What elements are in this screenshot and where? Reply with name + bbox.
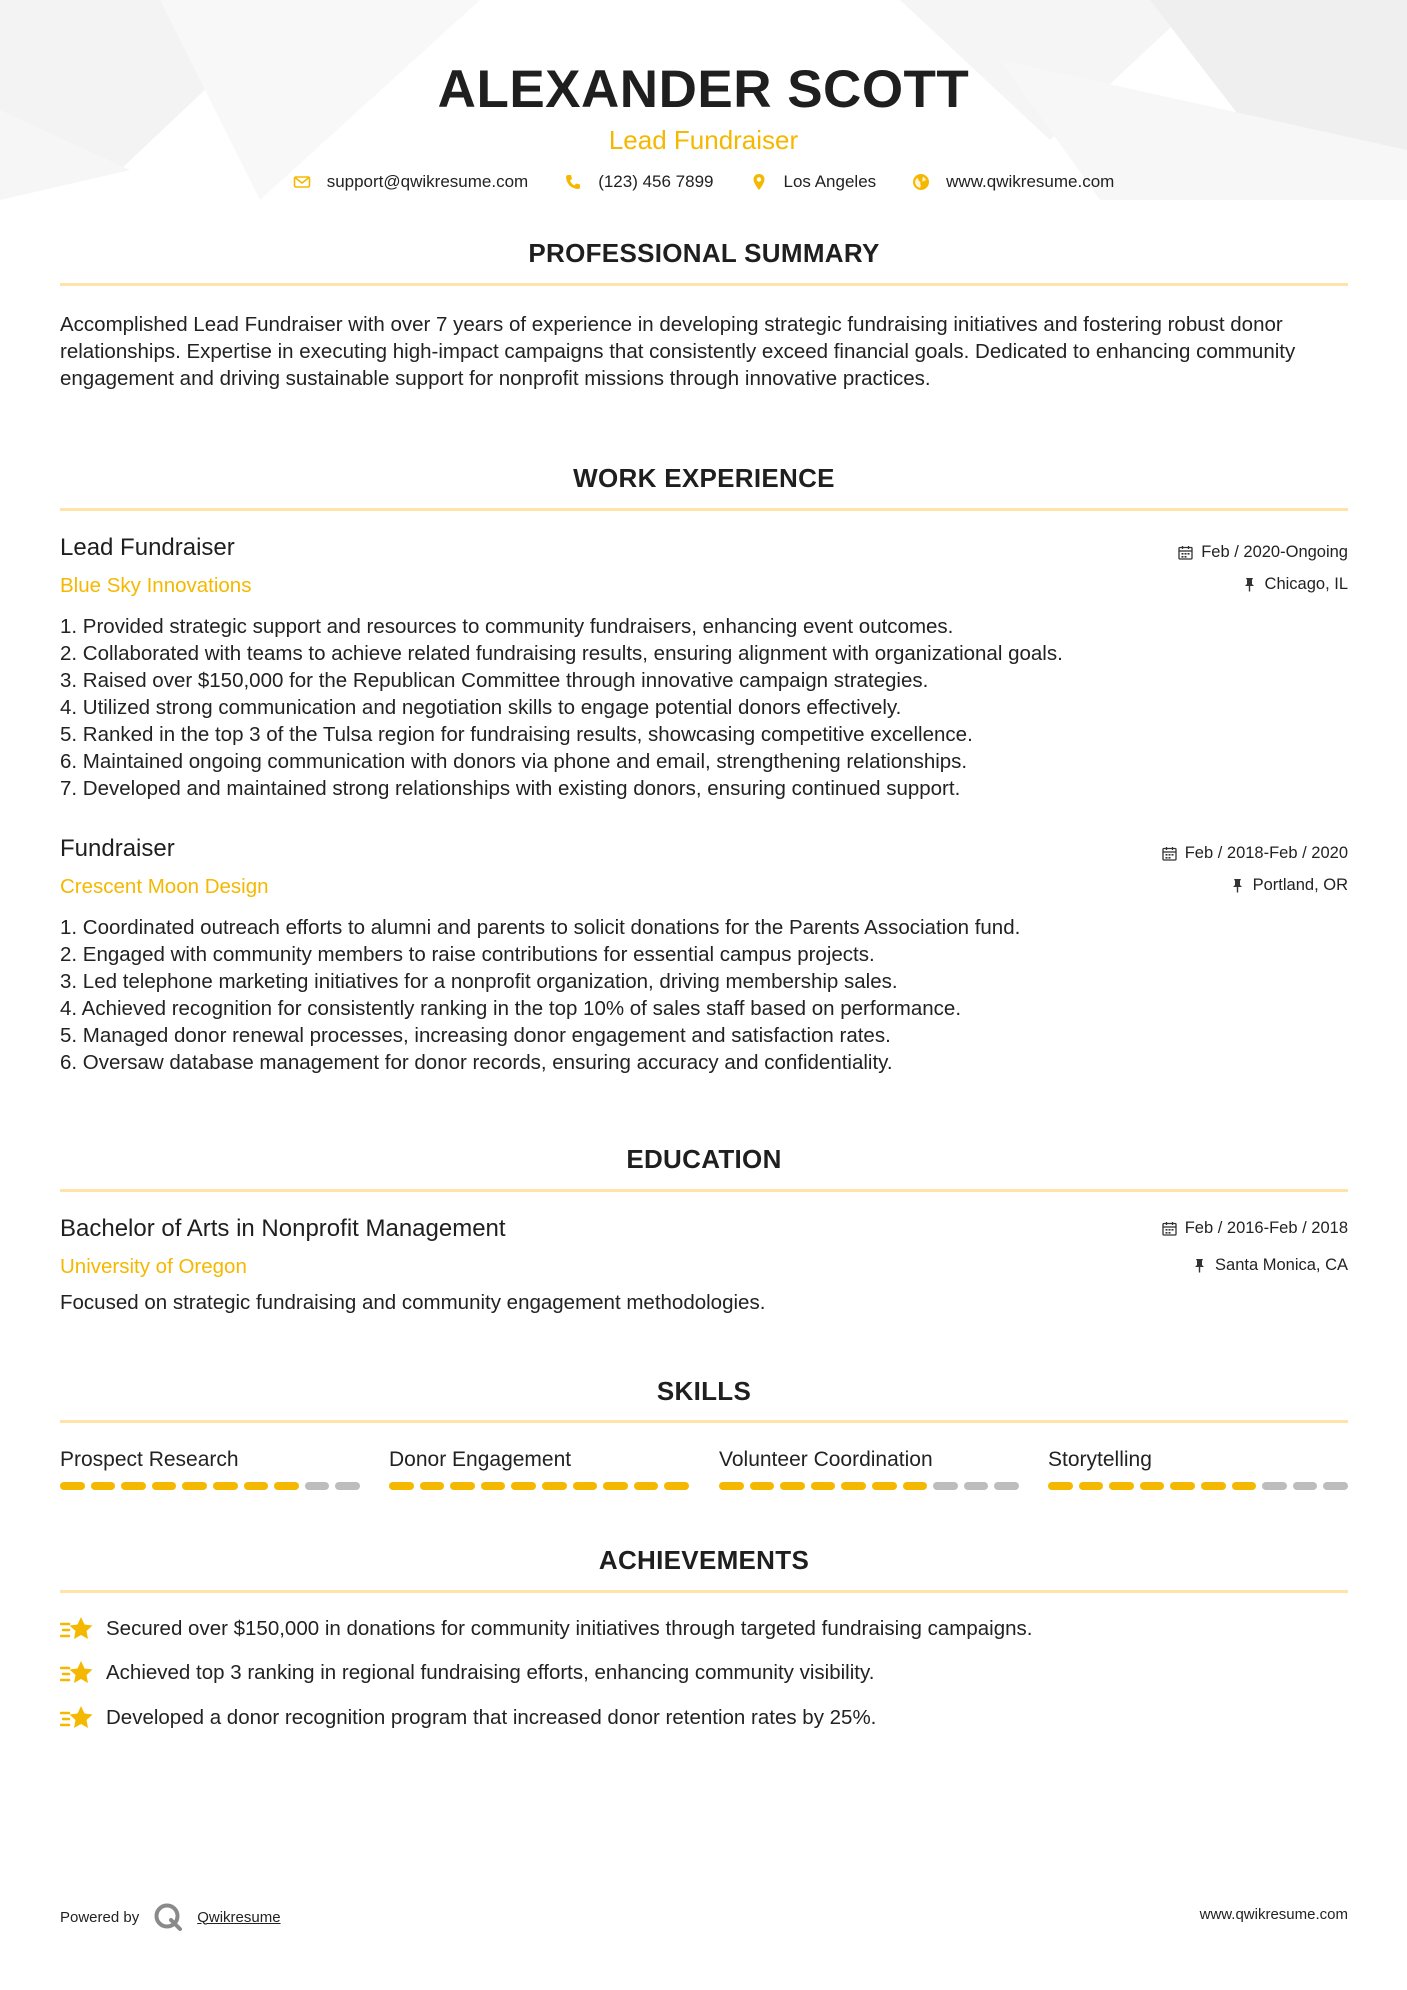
contact-email[interactable] xyxy=(293,172,529,192)
job-location-text: Portland, OR xyxy=(1252,876,1348,894)
skill-level-segment-filled xyxy=(152,1482,177,1490)
contact-email-text: support@qwikresume.com xyxy=(326,172,529,191)
contact-bar xyxy=(0,172,1407,192)
skill-name: Donor Engagement xyxy=(389,1448,572,1471)
achievement-text: Secured over $150,000 in donations for community initiatives through targeted fundraising campaigns. xyxy=(106,1617,1033,1640)
job-dates-text: Feb / 2020-Ongoing xyxy=(1201,543,1348,561)
candidate-role: Lead Fundraiser xyxy=(608,125,799,155)
job-company: Crescent Moon Design xyxy=(60,875,269,898)
skill-level-bar xyxy=(719,1482,1019,1490)
contact-phone-text: (123) 456 7899 xyxy=(598,172,714,191)
skill-level-segment-filled xyxy=(750,1482,775,1490)
education-dates-text: Feb / 2016-Feb / 2018 xyxy=(1184,1219,1348,1237)
achievements-divider xyxy=(60,1590,1348,1593)
skill-level-segment-filled xyxy=(389,1482,414,1490)
summary-heading: PROFESSIONAL SUMMARY xyxy=(528,238,880,268)
list-item: 2. Engaged with community members to raise contributions for essential campus projects. xyxy=(60,943,875,966)
skill-level-segment-filled xyxy=(274,1482,299,1490)
skill-item xyxy=(1048,1446,1348,1490)
skill-item xyxy=(389,1446,689,1490)
calendar-icon xyxy=(1162,846,1177,861)
skill-level-segment-filled xyxy=(664,1482,689,1490)
shooting-star-icon xyxy=(60,1703,94,1733)
job-dates-text: Feb / 2018-Feb / 2020 xyxy=(1184,844,1348,862)
skill-level-segment-empty xyxy=(1262,1482,1287,1490)
education-degree: Bachelor of Arts in Nonprofit Management xyxy=(60,1215,506,1242)
education-location-text: Santa Monica, CA xyxy=(1215,1256,1348,1274)
skills-divider xyxy=(60,1420,1348,1423)
list-item: 7. Developed and maintained strong relationships with existing donors, ensuring continued support. xyxy=(60,777,961,800)
map-pin-icon xyxy=(750,173,768,191)
skill-level-segment-filled xyxy=(841,1482,866,1490)
list-item: 5. Ranked in the top 3 of the Tulsa region for fundraising results, showcasing competitive excellence. xyxy=(60,723,973,746)
skill-level-segment-filled xyxy=(573,1482,598,1490)
skill-level-segment-filled xyxy=(244,1482,269,1490)
skill-level-segment-filled xyxy=(1109,1482,1134,1490)
skill-level-segment-filled xyxy=(872,1482,897,1490)
skill-level-segment-filled xyxy=(60,1482,85,1490)
skill-level-segment-filled xyxy=(1201,1482,1226,1490)
skill-level-segment-empty xyxy=(964,1482,989,1490)
list-item: 6. Maintained ongoing communication with donors via phone and email, strengthening relationships. xyxy=(60,750,968,773)
brand-link[interactable]: Qwikresume xyxy=(197,1908,281,1926)
phone-icon xyxy=(564,173,582,191)
calendar-icon xyxy=(1178,545,1193,560)
contact-phone[interactable] xyxy=(564,172,713,192)
list-item: 5. Managed donor renewal processes, increasing donor engagement and satisfaction rates. xyxy=(60,1024,891,1047)
skill-level-segment-filled xyxy=(1048,1482,1073,1490)
skill-level-segment-empty xyxy=(994,1482,1019,1490)
resume-header xyxy=(0,56,1407,158)
skill-level-segment-filled xyxy=(811,1482,836,1490)
skill-level-segment-filled xyxy=(511,1482,536,1490)
experience-heading: WORK EXPERIENCE xyxy=(573,463,835,493)
skill-level-segment-empty xyxy=(305,1482,330,1490)
skill-level-segment-filled xyxy=(1140,1482,1165,1490)
job-title: Fundraiser xyxy=(60,835,175,862)
pushpin-icon xyxy=(1242,577,1257,592)
job-location xyxy=(1230,876,1348,895)
job-location xyxy=(1242,575,1348,594)
list-item: 1. Provided strategic support and resources to community fundraisers, enhancing event outcomes. xyxy=(60,615,954,638)
job-title: Lead Fundraiser xyxy=(60,534,235,561)
list-item: 3. Raised over $150,000 for the Republican Committee through innovative campaign strategies. xyxy=(60,669,929,692)
skill-level-segment-filled xyxy=(780,1482,805,1490)
skill-level-bar xyxy=(1048,1482,1348,1490)
shooting-star-icon xyxy=(60,1658,94,1688)
footer-branding xyxy=(60,1902,281,1932)
skill-item xyxy=(719,1446,1019,1490)
skill-level-segment-filled xyxy=(1170,1482,1195,1490)
candidate-name: ALEXANDER SCOTT xyxy=(437,60,970,119)
skill-level-segment-empty xyxy=(1293,1482,1318,1490)
job-dates xyxy=(1162,844,1348,863)
skill-level-segment-empty xyxy=(933,1482,958,1490)
contact-website-text: www.qwikresume.com xyxy=(946,172,1115,191)
skill-name: Storytelling xyxy=(1048,1448,1152,1471)
education-location xyxy=(1192,1256,1348,1275)
skill-level-segment-filled xyxy=(903,1482,928,1490)
list-item: 4. Utilized strong communication and negotiation skills to engage potential donors effectively. xyxy=(60,696,902,719)
skill-level-segment-filled xyxy=(634,1482,659,1490)
list-item: 4. Achieved recognition for consistently ranking in the top 10% of sales staff based on performance. xyxy=(60,997,962,1020)
skill-level-segment-filled xyxy=(213,1482,238,1490)
contact-location-text: Los Angeles xyxy=(783,172,877,191)
education-description: Focused on strategic fundraising and community engagement methodologies. xyxy=(60,1291,766,1314)
shooting-star-icon xyxy=(60,1614,94,1644)
job-dates xyxy=(1178,543,1348,562)
skill-level-segment-filled xyxy=(121,1482,146,1490)
skill-level-segment-empty xyxy=(335,1482,360,1490)
skill-level-segment-filled xyxy=(420,1482,445,1490)
education-heading: EDUCATION xyxy=(626,1144,782,1174)
job-responsibilities xyxy=(60,914,1350,1076)
achievements-heading: ACHIEVEMENTS xyxy=(598,1545,810,1575)
skill-level-segment-filled xyxy=(481,1482,506,1490)
job-responsibilities xyxy=(60,613,1350,802)
calendar-icon xyxy=(1162,1221,1177,1236)
skill-level-segment-filled xyxy=(1232,1482,1257,1490)
achievement-text: Achieved top 3 ranking in regional fundraising efforts, enhancing community visibility. xyxy=(106,1661,875,1684)
pushpin-icon xyxy=(1192,1258,1207,1273)
envelope-icon xyxy=(293,173,311,191)
skill-name: Prospect Research xyxy=(60,1448,239,1471)
skill-level-bar xyxy=(389,1482,689,1490)
qwikresume-logo-icon xyxy=(153,1902,183,1932)
skill-level-segment-filled xyxy=(719,1482,744,1490)
skill-item xyxy=(60,1446,360,1490)
summary-text: Accomplished Lead Fundraiser with over 7 years of experience in developing strategic fundraising initiatives and fostering robust donor relationships. Expertise in executing high-impact campaigns that consistently exceed financial goals. Dedicated to enhancing community engagement and driving sustainable support for nonprofit missions through innovative practices. xyxy=(60,313,1296,390)
footer-website[interactable]: www.qwikresume.com xyxy=(1199,1906,1348,1923)
skill-level-segment-filled xyxy=(91,1482,116,1490)
skill-level-segment-filled xyxy=(182,1482,207,1490)
skill-level-bar xyxy=(60,1482,360,1490)
skill-level-segment-filled xyxy=(542,1482,567,1490)
achievement-item xyxy=(60,1658,1350,1688)
list-item: 6. Oversaw database management for donor records, ensuring accuracy and confidentiality. xyxy=(60,1051,893,1074)
contact-location xyxy=(750,172,877,192)
skill-level-segment-filled xyxy=(450,1482,475,1490)
education-divider xyxy=(60,1189,1348,1192)
job-location-text: Chicago, IL xyxy=(1264,575,1348,593)
globe-icon xyxy=(912,173,930,191)
contact-website[interactable] xyxy=(912,172,1114,192)
list-item: 1. Coordinated outreach efforts to alumni and parents to solicit donations for the Parents Association fund. xyxy=(60,916,1021,939)
powered-by-label: Powered by xyxy=(60,1908,140,1926)
skill-level-segment-filled xyxy=(603,1482,628,1490)
skill-level-segment-filled xyxy=(1079,1482,1104,1490)
achievement-item xyxy=(60,1614,1350,1644)
skill-level-segment-empty xyxy=(1323,1482,1348,1490)
list-item: 3. Led telephone marketing initiatives for a nonprofit organization, driving membership sales. xyxy=(60,970,898,993)
achievement-text: Developed a donor recognition program that increased donor retention rates by 25%. xyxy=(106,1706,877,1729)
skills-heading: SKILLS xyxy=(656,1376,752,1406)
job-company: Blue Sky Innovations xyxy=(60,574,252,597)
list-item: 2. Collaborated with teams to achieve related fundraising results, ensuring alignment with organizational goals. xyxy=(60,642,1063,665)
achievement-item xyxy=(60,1703,1350,1733)
education-school: University of Oregon xyxy=(60,1255,247,1278)
summary-divider xyxy=(60,283,1348,286)
skill-name: Volunteer Coordination xyxy=(719,1448,933,1471)
pushpin-icon xyxy=(1230,878,1245,893)
education-dates xyxy=(1162,1219,1348,1238)
experience-divider xyxy=(60,508,1348,511)
